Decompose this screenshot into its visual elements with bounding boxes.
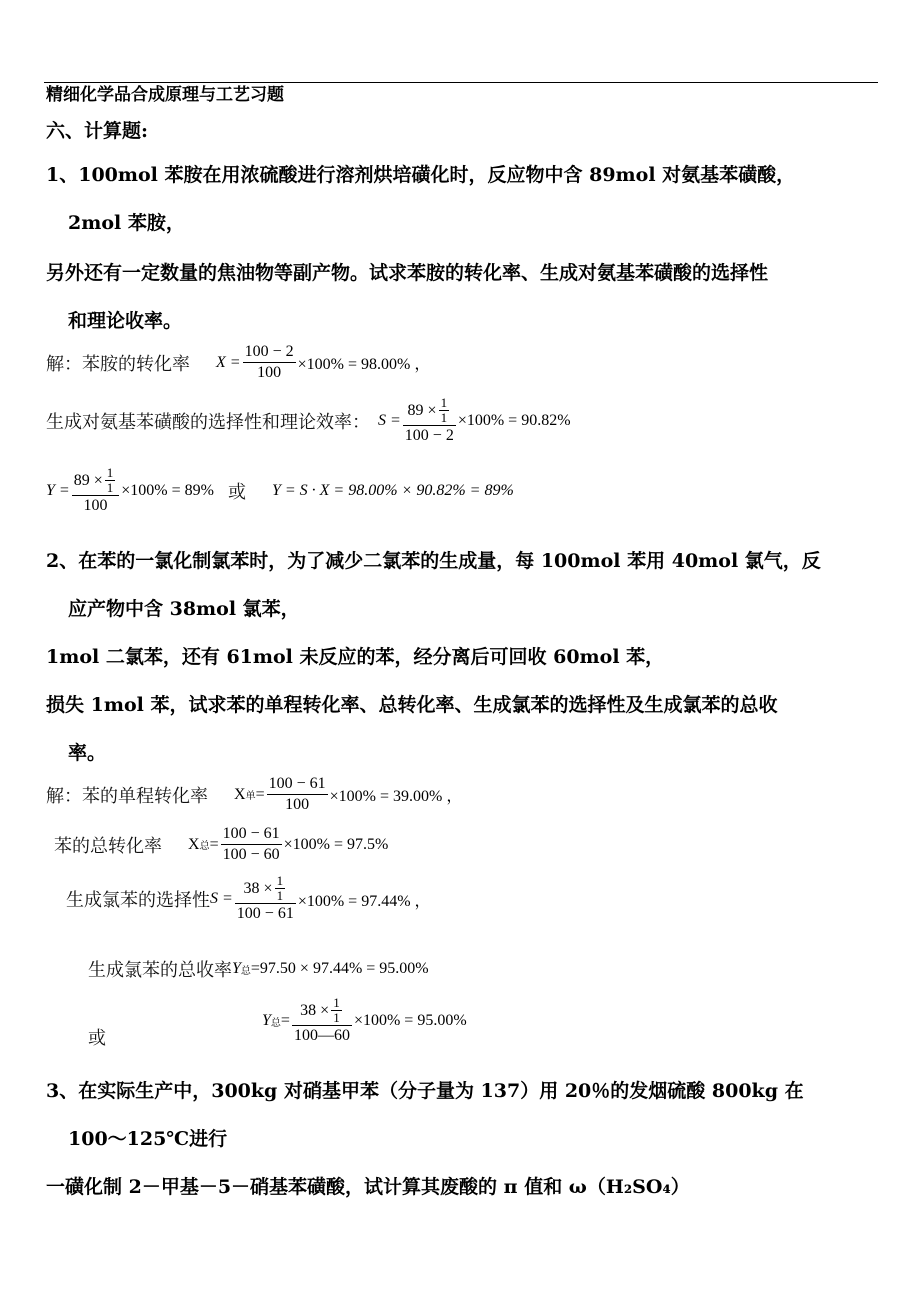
q3-line2: 100～125℃进行 bbox=[68, 1128, 228, 1150]
q2-sol-x2-fraction bbox=[221, 824, 282, 865]
q2-sol-y2-fraction bbox=[292, 996, 352, 1046]
inner-fraction bbox=[105, 466, 116, 495]
inner-fraction bbox=[331, 996, 342, 1025]
q1-sol-y-alt: Y = S · X = 98.00% × 90.82% = 89% bbox=[271, 482, 514, 499]
q1-sol-s-rhs: ×100% = 90.82% bbox=[457, 412, 571, 429]
q2-solution-total-yield bbox=[88, 956, 429, 982]
q1-sol-y-lhs: Y = bbox=[46, 482, 70, 499]
q2-sol-x1-lhs: X bbox=[234, 785, 246, 803]
q1-line4: 和理论收率。 bbox=[68, 310, 183, 332]
q1-sol-x-fraction bbox=[243, 342, 296, 383]
q1-sol-s-label: 生成对氨基苯磺酸的选择性和理论效率： bbox=[46, 412, 370, 433]
q2-sol-x1-fraction bbox=[267, 774, 328, 815]
q2-sol-y2-label: 或 bbox=[88, 1028, 106, 1049]
header-rule bbox=[44, 82, 878, 83]
fraction-numerator: 100 − 61 bbox=[221, 824, 282, 845]
q1-line3: 另外还有一定数量的焦油物等副产物。试求苯胺的转化率、生成对氨基苯磺酸的选择性 bbox=[46, 262, 769, 284]
q1-sol-s-lhs: S = bbox=[378, 412, 401, 429]
q2-sol-x1-sub: 单 bbox=[245, 791, 256, 802]
fraction-denominator: 100—60 bbox=[293, 1027, 350, 1044]
q1-sol-y-rhs: ×100% = 89% bbox=[121, 482, 214, 499]
q2-solution-single-pass bbox=[46, 774, 462, 815]
fraction-denominator: 100 bbox=[285, 796, 310, 813]
inner-numerator: 1 bbox=[106, 465, 114, 480]
q2-line2: 应产物中含 38mol 氯苯， bbox=[68, 598, 300, 620]
q1-sol-s-fraction bbox=[403, 396, 456, 446]
inner-numerator: 1 bbox=[276, 873, 284, 888]
fraction-denominator: 100 bbox=[83, 497, 108, 514]
q1-line2: 2mol 苯胺， bbox=[68, 212, 185, 234]
q2-sol-x2-eq: = bbox=[209, 835, 219, 853]
q3-line1: 3、在实际生产中，300kg 对硝基甲苯（分子量为 137）用 20％的发烟硫酸 800kg 在 bbox=[46, 1080, 804, 1102]
fraction-numerator bbox=[403, 396, 456, 426]
q2-sol-x1-label: 解：苯的单程转化率 bbox=[46, 785, 208, 807]
q2-sol-s-lhs: S = bbox=[210, 890, 233, 907]
fraction-numerator: 100 − 61 bbox=[267, 774, 328, 795]
q2-line5: 率。 bbox=[68, 742, 107, 764]
q2-solution-selectivity bbox=[66, 874, 431, 924]
inner-fraction bbox=[439, 396, 450, 425]
fraction-denominator: 100 − 2 bbox=[404, 427, 454, 444]
q2-line3: 1mol 二氯苯，还有 61mol 未反应的苯，经分离后可回收 60mol 苯， bbox=[46, 646, 665, 668]
fraction-numerator bbox=[235, 874, 296, 904]
q1-solution-conversion bbox=[46, 342, 430, 383]
q1-sol-y-fraction bbox=[72, 466, 120, 516]
q1-solution-selectivity bbox=[46, 396, 571, 446]
q2-sol-x2-rhs: ×100% = 97.5% bbox=[283, 835, 389, 853]
q2-sol-y2-rhs: ×100% = 95.00% bbox=[353, 1012, 467, 1029]
q2-solution-total-yield-alt bbox=[262, 996, 467, 1046]
inner-denominator: 1 bbox=[440, 410, 448, 425]
q2-line1: 2、在苯的一氯化制氯苯时，为了减少二氯苯的生成量，每 100mol 苯用 40mol 氯气，反 bbox=[46, 550, 821, 572]
fraction-denominator: 100 − 60 bbox=[222, 846, 280, 863]
q1-sol-x-lhs: X = bbox=[216, 353, 241, 371]
fraction-numerator: 100 − 2 bbox=[243, 342, 296, 363]
q2-line4: 损失 1mol 苯，试求苯的单程转化率、总转化率、生成氯苯的选择性及生成氯苯的总收 bbox=[46, 694, 778, 716]
q2-sol-s-label: 生成氯苯的选择性 bbox=[66, 890, 210, 911]
q1-sol-x-label: 解：苯胺的转化率 bbox=[46, 353, 190, 375]
inner-numerator: 1 bbox=[333, 995, 340, 1010]
fraction-numerator bbox=[292, 996, 352, 1026]
q3-line3: 一磺化制 2－甲基－5－硝基苯磺酸，试计算其废酸的 π 值和 ω（H₂SO₄） bbox=[46, 1176, 690, 1198]
q2-sol-x2-label: 苯的总转化率 bbox=[54, 835, 162, 857]
q2-sol-y-sub: 总 bbox=[240, 965, 251, 977]
q2-sol-y-rhs: =97.50 × 97.44% = 95.00% bbox=[250, 960, 429, 977]
numerator-coeff: 89 × bbox=[73, 471, 103, 489]
q2-sol-x2-lhs: X bbox=[188, 835, 200, 853]
fraction-denominator: 100 − 61 bbox=[236, 905, 294, 922]
q1-solution-yield bbox=[46, 466, 514, 516]
numerator-coeff: 38 × bbox=[243, 879, 273, 897]
q2-sol-x2-sub: 总 bbox=[199, 841, 210, 852]
fraction-numerator bbox=[72, 466, 120, 496]
fraction-denominator: 100 bbox=[257, 364, 282, 381]
q1-sol-x-rhs: ×100% = 98.00% ， bbox=[297, 356, 431, 373]
q2-sol-y-lhs: Y bbox=[232, 960, 241, 977]
q2-sol-y2-eq: = bbox=[280, 1012, 290, 1029]
inner-numerator: 1 bbox=[440, 395, 448, 410]
q2-sol-y2-lhs: Y bbox=[262, 1012, 271, 1029]
q2-sol-y-label: 生成氯苯的总收率 bbox=[88, 960, 232, 981]
q2-solution-total-conversion bbox=[54, 824, 388, 865]
inner-fraction bbox=[275, 874, 286, 903]
inner-denominator: 1 bbox=[276, 888, 284, 903]
q2-sol-x1-eq: = bbox=[255, 785, 265, 803]
numerator-coeff: 38 × bbox=[300, 1001, 330, 1019]
q2-sol-s-fraction bbox=[235, 874, 296, 924]
inner-denominator: 1 bbox=[106, 480, 114, 495]
q2-sol-s-rhs: ×100% = 97.44% ， bbox=[297, 892, 431, 910]
q2-sol-y2-sub: 总 bbox=[270, 1017, 281, 1029]
numerator-coeff: 89 × bbox=[407, 401, 437, 419]
section-title: 六、计算题: bbox=[46, 120, 149, 142]
q1-sol-y-or: 或 bbox=[227, 482, 246, 503]
inner-denominator: 1 bbox=[333, 1010, 340, 1025]
document-header: 精细化学品合成原理与工艺习题 bbox=[46, 85, 284, 105]
q2-sol-x1-rhs: ×100% = 39.00% ， bbox=[329, 788, 463, 805]
q1-line1: 1、100mol 苯胺在用浓硫酸进行溶剂烘培磺化时，反应物中含 89mol 对氨基苯磺酸， bbox=[46, 164, 796, 186]
